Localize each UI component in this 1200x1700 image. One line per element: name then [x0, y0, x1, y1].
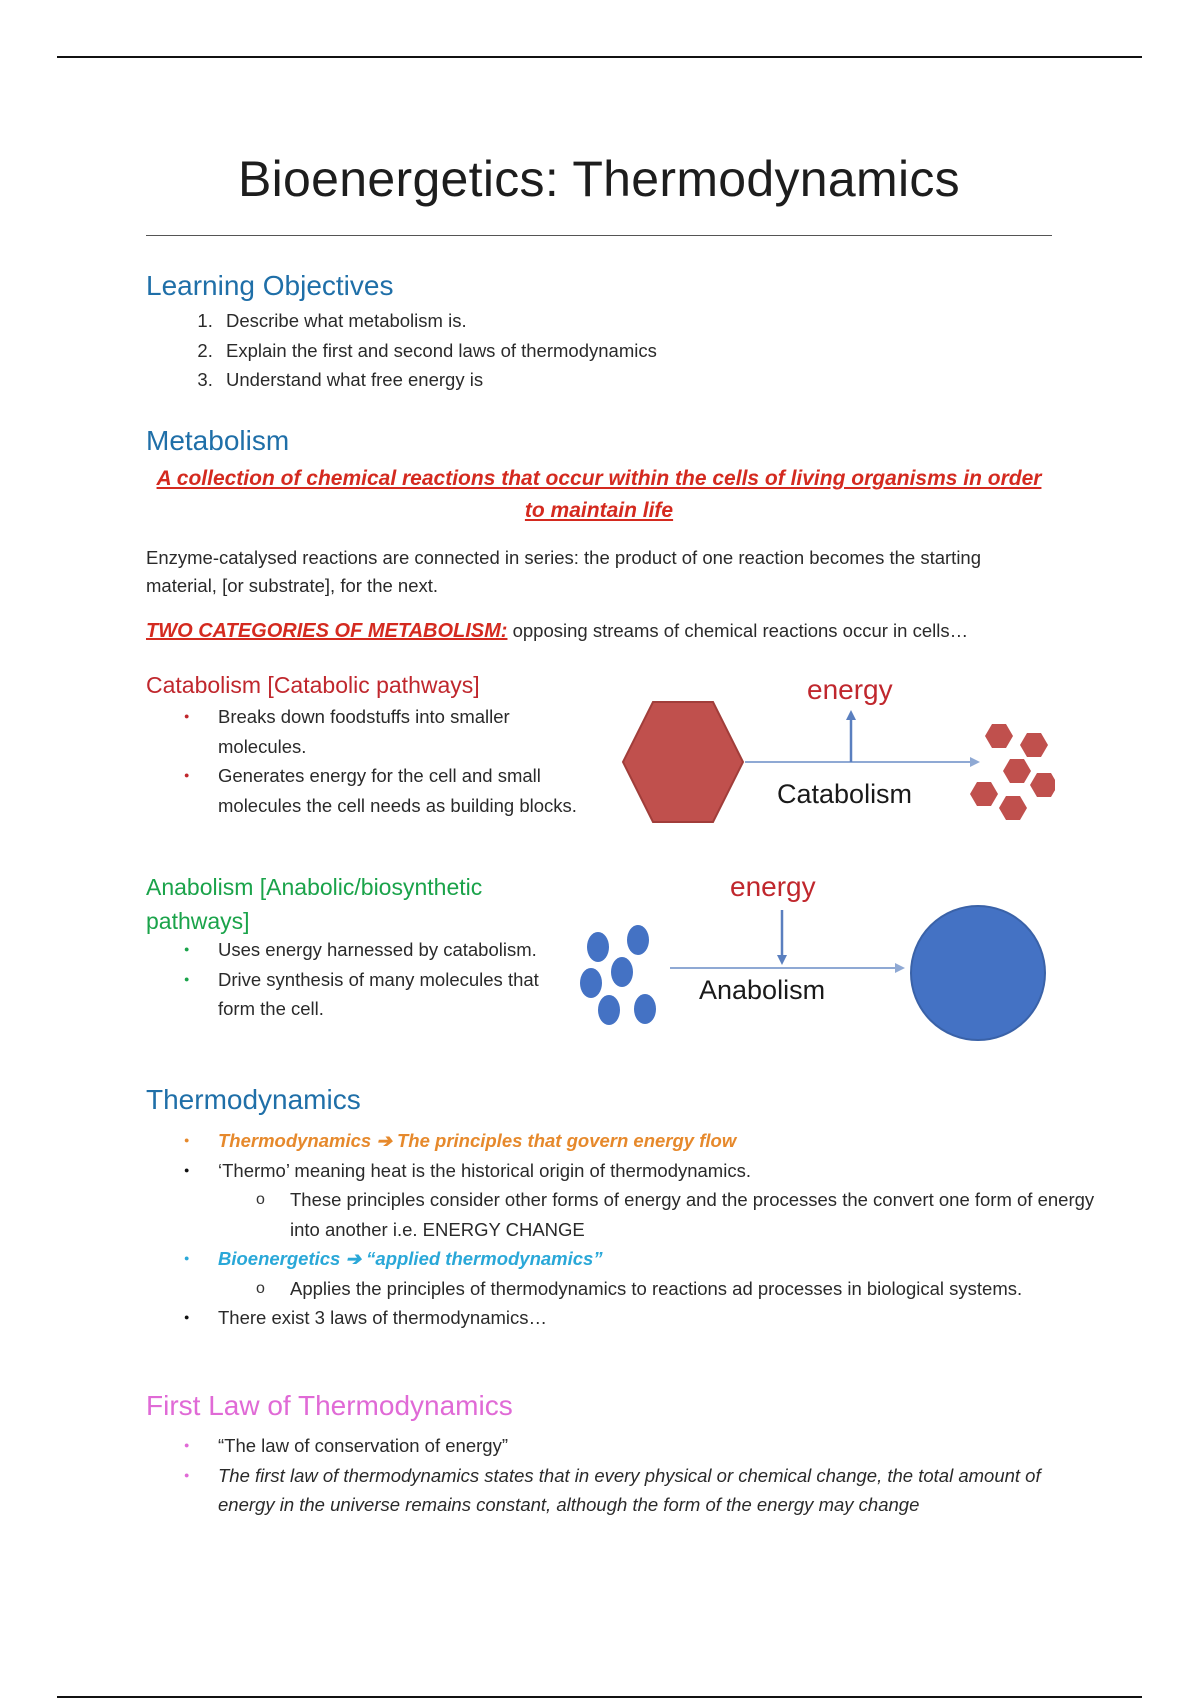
large-molecule [911, 906, 1045, 1040]
energy-arrow-head [777, 955, 787, 965]
large-hexagon [623, 702, 743, 822]
small-hexagon [985, 724, 1013, 748]
term-thermodynamics: Thermodynamics [218, 1130, 377, 1151]
metabolism-definition: A collection of chemical reactions that occur within the cells of living organisms in order to maintain life [156, 467, 1042, 522]
term-bioenergetics: Bioenergetics [218, 1248, 346, 1269]
title-underline [146, 235, 1052, 236]
thermodynamics-heading: Thermodynamics [146, 1084, 361, 1115]
arrow-right-icon: ➔ [345, 1248, 362, 1269]
list-item: ● The first law of thermodynamics states that in every physical or chemical change, the total amount of energy in the universe remains constant, although the form of the energy may change [218, 1461, 1058, 1520]
sub-list [218, 1185, 1118, 1244]
anabolism-diagram [575, 865, 1055, 1045]
small-hexagon [1003, 759, 1031, 783]
learning-objectives-heading: Learning Objectives [146, 270, 394, 301]
catabolism-bullets [146, 702, 588, 820]
bottom-rule [57, 1696, 1142, 1698]
energy-label: energy [807, 674, 893, 705]
list-item [218, 1244, 1118, 1303]
metabolism-heading: Metabolism [146, 425, 290, 456]
small-molecule [634, 994, 656, 1024]
small-hexagon [1030, 773, 1055, 797]
catabolism-label: Catabolism [777, 779, 913, 809]
learning-objectives-list [146, 306, 1038, 395]
categories-text: opposing streams of chemical reactions occur in cells… [507, 620, 969, 641]
sub-list-item: o These principles consider other forms of energy and the processes the convert one form of energy into another i.e. ENERGY CHANGE [290, 1185, 1118, 1244]
catabolism-heading: Catabolism [Catabolic pathways] [146, 672, 480, 698]
list-item: 2. Explain the first and second laws of thermodynamics [218, 336, 1038, 366]
list-item [218, 1156, 1118, 1245]
list-item: ● Generates energy for the cell and small molecules the cell needs as building blocks. [218, 761, 588, 820]
arrow-right-icon: ➔ [376, 1130, 392, 1151]
list-item: 1. Describe what metabolism is. [218, 306, 1038, 336]
small-molecule [611, 957, 633, 987]
first-law-heading: First Law of Thermodynamics [146, 1390, 513, 1421]
metabolism-paragraph: Enzyme-catalysed reactions are connected in series: the product of one reaction becomes the starting material, [or substrate], for the next. [146, 547, 982, 596]
anabolism-heading: Anabolism [Anabolic/biosynthetic pathways] [146, 874, 483, 934]
categories-line [146, 620, 1052, 643]
energy-arrow-head [846, 710, 856, 720]
definition-text: “applied thermodynamics” [361, 1248, 603, 1269]
list-item: ● Drive synthesis of many molecules that form the cell. [218, 965, 548, 1024]
thermodynamics-bullets [146, 1126, 1118, 1333]
list-item: ● Breaks down foodstuffs into smaller molecules. [218, 702, 588, 761]
list-item: ● There exist 3 laws of thermodynamics… [218, 1303, 1118, 1333]
small-hexagon [970, 782, 998, 806]
energy-label: energy [730, 871, 816, 902]
small-hexagon [999, 796, 1027, 820]
anabolism-label: Anabolism [699, 975, 826, 1005]
small-molecule [598, 995, 620, 1025]
list-item [218, 1126, 1118, 1156]
list-item: ● Uses energy harnessed by catabolism. [218, 935, 548, 965]
categories-label: TWO CATEGORIES OF METABOLISM: [146, 620, 508, 642]
sub-list-item: o Applies the principles of thermodynamics to reactions ad processes in biological systems. [290, 1274, 1118, 1304]
first-law-bullets [146, 1431, 1058, 1520]
small-molecule [587, 932, 609, 962]
small-molecule [627, 925, 649, 955]
small-molecule [580, 968, 602, 998]
arrow-head [970, 757, 980, 767]
small-hexagon [1020, 733, 1048, 757]
list-item: 3. Understand what free energy is [218, 365, 1038, 395]
anabolism-bullets [146, 935, 548, 1024]
bullet-text: ‘Thermo’ meaning heat is the historical origin of thermodynamics. [218, 1159, 751, 1181]
list-item: ● “The law of conservation of energy” [218, 1431, 1058, 1461]
arrow-head [895, 963, 905, 973]
top-rule [57, 56, 1142, 58]
definition-text: The principles that govern energy flow [391, 1130, 737, 1151]
page-title: Bioenergetics: Thermodynamics [238, 151, 960, 207]
catabolism-diagram [615, 672, 1055, 837]
sub-list [218, 1274, 1118, 1304]
